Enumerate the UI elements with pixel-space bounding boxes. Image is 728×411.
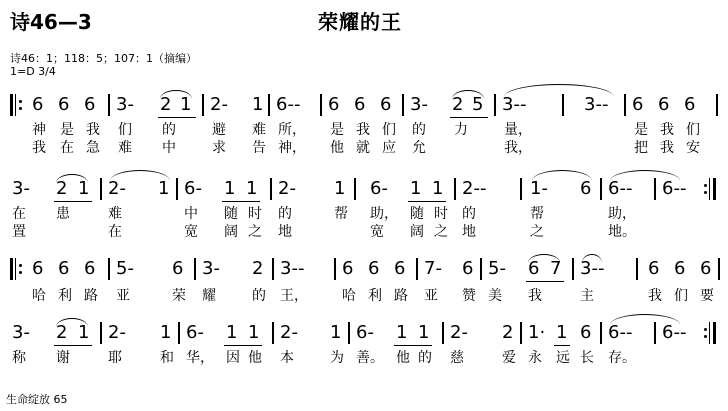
barline bbox=[494, 94, 496, 116]
note: 2- bbox=[278, 178, 296, 199]
note: 5- bbox=[488, 258, 506, 279]
lyric-char: 难 bbox=[108, 206, 122, 222]
lyric-char: 亚 bbox=[116, 288, 130, 304]
slur bbox=[56, 174, 88, 183]
note: 1 bbox=[334, 178, 346, 199]
lyric-char: 利 bbox=[368, 288, 382, 304]
note: 6 bbox=[354, 94, 366, 115]
barline bbox=[480, 258, 482, 280]
lyric-char: 告 bbox=[252, 140, 266, 156]
lyric-char: 称 bbox=[12, 350, 26, 366]
lyrics-verse-1 bbox=[0, 350, 728, 366]
lyric-char: 他 bbox=[248, 350, 262, 366]
slur bbox=[532, 170, 592, 181]
lyrics-verse-2 bbox=[0, 140, 728, 156]
lyric-char: 就 bbox=[356, 140, 370, 156]
lyric-char: 我， bbox=[504, 140, 532, 156]
barline bbox=[268, 94, 270, 116]
lyric-char: 谢 bbox=[56, 350, 70, 366]
barline bbox=[272, 258, 274, 280]
lyric-char: 我 bbox=[660, 122, 674, 138]
barline bbox=[562, 94, 564, 116]
lyric-char: 我 bbox=[648, 288, 662, 304]
note: 6-- bbox=[608, 322, 633, 343]
note: 1 bbox=[78, 322, 90, 343]
underline-eighth bbox=[394, 345, 432, 346]
barline bbox=[354, 178, 356, 200]
lyrics-verse-1 bbox=[0, 206, 728, 222]
note: 1 bbox=[158, 178, 170, 199]
lyric-char: 他 bbox=[330, 140, 344, 156]
lyric-char: 宽 bbox=[370, 224, 384, 240]
note: 3- bbox=[12, 178, 30, 199]
notes-row bbox=[0, 94, 728, 116]
note: 2- bbox=[280, 322, 298, 343]
barline bbox=[416, 258, 418, 280]
lyric-char: 的 bbox=[412, 122, 426, 138]
note: 1- bbox=[530, 178, 548, 199]
lyric-char: 神， bbox=[278, 140, 306, 156]
note: 1 bbox=[252, 94, 264, 115]
barline bbox=[572, 258, 574, 280]
note: 6 bbox=[528, 258, 540, 279]
lyric-char: 帮 bbox=[530, 206, 544, 222]
lyric-char: 赞 bbox=[462, 288, 476, 304]
lyric-char: 我 bbox=[528, 288, 542, 304]
note: 6 bbox=[368, 258, 380, 279]
barline bbox=[520, 178, 522, 200]
note: 6 bbox=[580, 178, 592, 199]
barline bbox=[624, 94, 626, 116]
note: 6-- bbox=[608, 178, 633, 199]
lyric-char: 在 bbox=[108, 224, 122, 240]
lyric-char: 们 bbox=[686, 122, 700, 138]
lyric-char: 之 bbox=[530, 224, 544, 240]
note: 6 bbox=[580, 322, 592, 343]
note: 2 bbox=[452, 94, 464, 115]
slur bbox=[452, 90, 484, 99]
note: 6 bbox=[32, 258, 44, 279]
underline-eighth bbox=[224, 345, 262, 346]
note: 6-- bbox=[662, 178, 687, 199]
note: 6 bbox=[58, 94, 70, 115]
note: 2- bbox=[450, 322, 468, 343]
lyric-char: 的 bbox=[252, 288, 266, 304]
lyric-char: 的 bbox=[462, 206, 476, 222]
note: 1 bbox=[226, 322, 238, 343]
lyric-char: 在 bbox=[12, 206, 26, 222]
note: 3-- bbox=[502, 94, 527, 115]
note: 6 bbox=[342, 258, 354, 279]
lyric-char: 中 bbox=[162, 140, 176, 156]
note: 6 bbox=[462, 258, 474, 279]
barline bbox=[442, 322, 444, 344]
lyric-char: 地。 bbox=[608, 224, 636, 240]
note: 6 bbox=[394, 258, 406, 279]
barline bbox=[202, 94, 204, 116]
note: 3- bbox=[116, 94, 134, 115]
barline bbox=[348, 322, 350, 344]
note: 1 bbox=[418, 322, 430, 343]
slur bbox=[528, 254, 560, 263]
lyric-char: 是 bbox=[634, 122, 648, 138]
note: 6 bbox=[84, 258, 96, 279]
lyric-char: 把 bbox=[634, 140, 648, 156]
barline bbox=[108, 94, 110, 116]
note: 6- bbox=[370, 178, 388, 199]
note: 3-- bbox=[280, 258, 305, 279]
barline bbox=[176, 178, 178, 200]
barline bbox=[636, 258, 638, 280]
note: 2 bbox=[160, 94, 172, 115]
lyric-char: 他 bbox=[396, 350, 410, 366]
barline bbox=[402, 94, 404, 116]
lyric-char: 和 bbox=[160, 350, 174, 366]
barline bbox=[270, 178, 272, 200]
note: 6 bbox=[58, 258, 70, 279]
source-footer: 生命绽放 65 bbox=[6, 393, 68, 406]
note: 3- bbox=[202, 258, 220, 279]
barline bbox=[178, 322, 180, 344]
lyric-char: 因 bbox=[226, 350, 240, 366]
note: 3-- bbox=[580, 258, 605, 279]
lyric-char: 所， bbox=[278, 122, 306, 138]
lyric-char: 随 bbox=[224, 206, 238, 222]
lyric-char: 存。 bbox=[608, 350, 636, 366]
lyric-char: 们 bbox=[674, 288, 688, 304]
note: 6-- bbox=[662, 322, 687, 343]
lyric-char: 助， bbox=[608, 206, 636, 222]
lyric-char: 力 bbox=[454, 122, 468, 138]
lyric-char: 之 bbox=[248, 224, 262, 240]
slur bbox=[160, 90, 192, 99]
lyric-char: 慈 bbox=[450, 350, 464, 366]
lyric-char: 路 bbox=[84, 288, 98, 304]
note: 2- bbox=[210, 94, 228, 115]
note: 3- bbox=[410, 94, 428, 115]
key-and-time-signature: 1=D 3/4 bbox=[10, 65, 56, 78]
lyric-char: 中 bbox=[184, 206, 198, 222]
lyric-char: 耀 bbox=[202, 288, 216, 304]
note: 6 bbox=[658, 94, 670, 115]
lyric-char: 荣 bbox=[172, 288, 186, 304]
lyric-char: 难 bbox=[252, 122, 266, 138]
note: 3-- bbox=[584, 94, 609, 115]
barline bbox=[654, 178, 656, 200]
lyric-char: 华， bbox=[186, 350, 214, 366]
note: 6 bbox=[684, 94, 696, 115]
notes-row bbox=[0, 178, 728, 200]
lyric-char: 要 bbox=[700, 288, 714, 304]
underline-eighth bbox=[222, 201, 260, 202]
lyric-char: 的 bbox=[278, 206, 292, 222]
lyric-char: 耶 bbox=[108, 350, 122, 366]
barline bbox=[600, 322, 602, 344]
scripture-reference: 诗46：1；118：5；107：1（摘编） bbox=[10, 52, 197, 65]
note: 2 bbox=[252, 258, 264, 279]
barline bbox=[272, 322, 274, 344]
note: 1 bbox=[224, 178, 236, 199]
lyric-char: 善。 bbox=[356, 350, 384, 366]
note: 6 bbox=[380, 94, 392, 115]
underline-eighth bbox=[54, 201, 92, 202]
lyric-char: 避 bbox=[212, 122, 226, 138]
lyric-char: 置 bbox=[12, 224, 26, 240]
note: 1 bbox=[78, 178, 90, 199]
note: 6 bbox=[648, 258, 660, 279]
lyric-char: 长 bbox=[580, 350, 594, 366]
note: 6 bbox=[172, 258, 184, 279]
note: 1 bbox=[246, 178, 258, 199]
slur bbox=[110, 170, 170, 181]
lyric-char: 哈 bbox=[342, 288, 356, 304]
slur bbox=[582, 254, 602, 263]
barline bbox=[100, 178, 102, 200]
barline bbox=[654, 322, 656, 344]
tie bbox=[610, 170, 680, 181]
underline-eighth bbox=[408, 201, 446, 202]
lyric-char: 难 bbox=[118, 140, 132, 156]
lyric-char: 地 bbox=[278, 224, 292, 240]
lyric-char: 允 bbox=[412, 140, 426, 156]
lyric-char: 哈 bbox=[32, 288, 46, 304]
barline bbox=[320, 94, 322, 116]
hymn-number: 诗46—3 bbox=[10, 10, 92, 34]
lyric-char: 求 bbox=[212, 140, 226, 156]
note: 3- bbox=[12, 322, 30, 343]
note: 1 bbox=[410, 178, 422, 199]
barline bbox=[194, 258, 196, 280]
notes-row bbox=[0, 258, 728, 280]
note: 5- bbox=[116, 258, 134, 279]
note: 2- bbox=[108, 322, 126, 343]
lyric-char: 时 bbox=[248, 206, 262, 222]
lyric-char: 随 bbox=[410, 206, 424, 222]
note: 6 bbox=[32, 94, 44, 115]
notes-row bbox=[0, 322, 728, 344]
tie bbox=[610, 314, 680, 325]
barline bbox=[100, 322, 102, 344]
barline bbox=[334, 258, 336, 280]
lyric-char: 助， bbox=[370, 206, 398, 222]
barline bbox=[718, 258, 720, 280]
lyric-char: 是 bbox=[60, 122, 74, 138]
lyric-char: 美 bbox=[488, 288, 502, 304]
lyric-char: 们 bbox=[118, 122, 132, 138]
note: 2 bbox=[56, 322, 68, 343]
note: 6- bbox=[186, 322, 204, 343]
lyric-char: 神 bbox=[32, 122, 46, 138]
tie bbox=[504, 84, 614, 97]
note: 1 bbox=[330, 322, 342, 343]
lyric-char: 急 bbox=[86, 140, 100, 156]
underline-eighth bbox=[54, 345, 92, 346]
note: 2- bbox=[108, 178, 126, 199]
note: 7 bbox=[550, 258, 562, 279]
note: 6 bbox=[674, 258, 686, 279]
note: 6- bbox=[356, 322, 374, 343]
barline bbox=[600, 178, 602, 200]
note: 6 bbox=[700, 258, 712, 279]
lyric-char: 王， bbox=[280, 288, 308, 304]
lyrics-verse-2 bbox=[0, 224, 728, 240]
note: 1 bbox=[396, 322, 408, 343]
lyric-char: 我 bbox=[32, 140, 46, 156]
lyric-char: 的 bbox=[162, 122, 176, 138]
note: 2-- bbox=[462, 178, 487, 199]
lyric-char: 亚 bbox=[424, 288, 438, 304]
lyric-char: 在 bbox=[60, 140, 74, 156]
lyric-char: 之 bbox=[434, 224, 448, 240]
lyric-char: 量， bbox=[504, 122, 532, 138]
lyric-char: 的 bbox=[418, 350, 432, 366]
underline-eighth bbox=[526, 281, 564, 282]
lyric-char: 患 bbox=[56, 206, 70, 222]
lyric-char: 爱 bbox=[502, 350, 516, 366]
lyric-char: 应 bbox=[382, 140, 396, 156]
lyric-char: 永 bbox=[528, 350, 542, 366]
note: 1 bbox=[248, 322, 260, 343]
lyric-char: 本 bbox=[280, 350, 294, 366]
underline-sixteenth bbox=[554, 345, 570, 346]
note: 6 bbox=[328, 94, 340, 115]
note: 1 bbox=[432, 178, 444, 199]
note: 1· bbox=[528, 322, 546, 343]
lyric-char: 时 bbox=[434, 206, 448, 222]
note: 6 bbox=[84, 94, 96, 115]
note: 6- bbox=[184, 178, 202, 199]
lyric-char: 我 bbox=[86, 122, 100, 138]
lyric-char: 宽 bbox=[184, 224, 198, 240]
note: 5 bbox=[472, 94, 484, 115]
lyric-char: 帮 bbox=[334, 206, 348, 222]
lyric-char: 安 bbox=[686, 140, 700, 156]
lyric-char: 利 bbox=[58, 288, 72, 304]
note: 6 bbox=[632, 94, 644, 115]
lyric-char: 们 bbox=[382, 122, 396, 138]
slur bbox=[56, 318, 88, 327]
lyric-char: 为 bbox=[330, 350, 344, 366]
note: 6-- bbox=[276, 94, 301, 115]
lyric-char: 主 bbox=[580, 288, 594, 304]
note: 1 bbox=[180, 94, 192, 115]
note: 2 bbox=[56, 178, 68, 199]
underline-eighth bbox=[158, 117, 196, 118]
hymn-title: 荣耀的王 bbox=[318, 10, 402, 34]
barline bbox=[520, 322, 522, 344]
lyrics-verse-1 bbox=[0, 122, 728, 138]
note: 7- bbox=[424, 258, 442, 279]
lyric-char: 地 bbox=[462, 224, 476, 240]
note: 2 bbox=[502, 322, 514, 343]
lyric-char: 远 bbox=[556, 350, 570, 366]
lyric-char: 路 bbox=[394, 288, 408, 304]
note: 1 bbox=[556, 322, 568, 343]
barline bbox=[716, 94, 718, 116]
lyric-char: 我 bbox=[356, 122, 370, 138]
lyric-char: 阔 bbox=[410, 224, 424, 240]
barline bbox=[108, 258, 110, 280]
lyrics-verse-1 bbox=[0, 288, 728, 304]
lyric-char: 是 bbox=[330, 122, 344, 138]
barline bbox=[454, 178, 456, 200]
lyric-char: 阔 bbox=[224, 224, 238, 240]
underline-eighth bbox=[450, 117, 488, 118]
lyric-char: 我 bbox=[660, 140, 674, 156]
note: 1 bbox=[160, 322, 172, 343]
